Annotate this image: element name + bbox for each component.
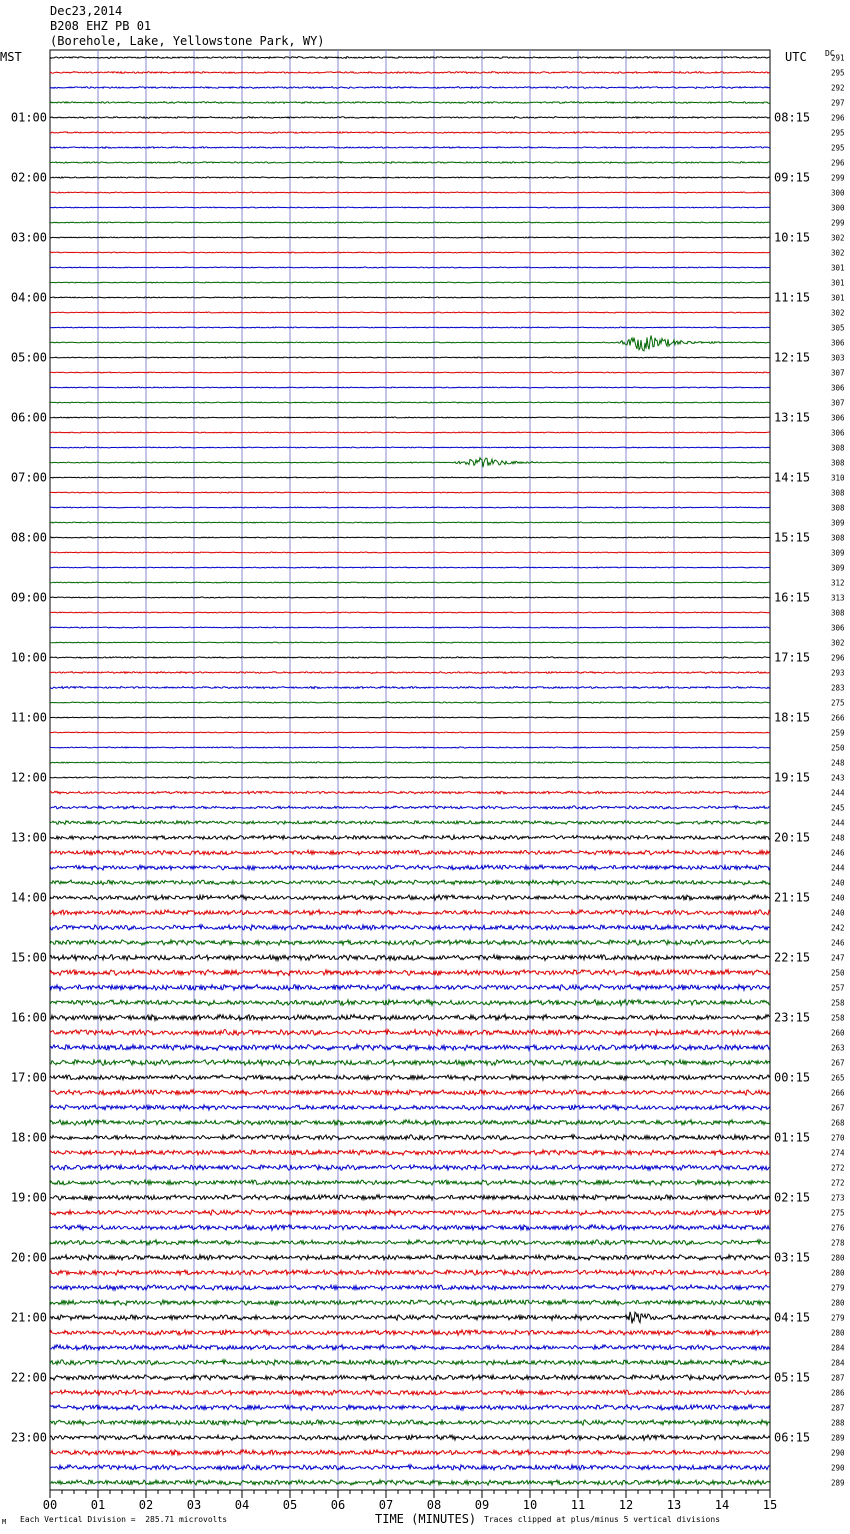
left-hour-label: 03:00: [10, 230, 47, 245]
trace-line: [50, 717, 770, 718]
right-hour-label: 03:15: [774, 1250, 811, 1265]
right-hour-label: 06:15: [774, 1430, 811, 1445]
trace-line: [50, 336, 770, 351]
right-hour-label: 16:15: [774, 590, 811, 605]
left-hour-label: 21:00: [10, 1310, 47, 1325]
dc-offset-label: 299: [831, 218, 845, 228]
trace-line: [50, 1255, 770, 1260]
trace-line: [50, 372, 770, 373]
dc-offset-label: 301: [831, 263, 845, 273]
dc-offset-label: 275: [831, 1208, 845, 1218]
trace-line: [50, 1045, 770, 1051]
right-axis-title: UTC: [785, 50, 807, 64]
plot-frame: [50, 50, 770, 1490]
trace-line: [50, 552, 770, 553]
x-tick-label: 00: [42, 1498, 58, 1512]
x-tick-label: 14: [714, 1498, 730, 1512]
right-hour-label: 22:15: [774, 950, 811, 965]
trace-line: [50, 117, 770, 119]
location-label: (Borehole, Lake, Yellowstone Park, WY): [50, 34, 325, 48]
dc-offset-label: 310: [831, 473, 845, 483]
trace-line: [50, 657, 770, 658]
dc-offset-label: 309: [831, 548, 845, 558]
x-tick-label: 05: [282, 1498, 298, 1512]
trace-line: [50, 402, 770, 403]
dc-offset-label: 292: [831, 83, 845, 93]
trace-line: [50, 1312, 770, 1324]
dc-offset-label: 244: [831, 863, 845, 873]
dc-offset-label: 306: [831, 428, 845, 438]
dc-offset-label: 306: [831, 338, 845, 348]
x-tick-label: 15: [762, 1498, 778, 1512]
right-hour-label: 21:15: [774, 890, 811, 905]
dc-offset-label: 244: [831, 818, 845, 828]
trace-line: [50, 1150, 770, 1155]
dc-offset-label: 267: [831, 1103, 845, 1113]
trace-line: [50, 447, 770, 448]
left-hour-label: 11:00: [10, 710, 47, 725]
trace-line: [50, 162, 770, 164]
left-hour-label: 22:00: [10, 1370, 47, 1385]
x-tick-label: 04: [234, 1498, 250, 1512]
dc-offset-label: 284: [831, 1343, 845, 1353]
trace-line: [50, 207, 770, 208]
trace-line: [50, 1075, 770, 1080]
dc-offset-label: 240: [831, 908, 845, 918]
dc-offset-label: 266: [831, 713, 845, 723]
trace-line: [50, 297, 770, 298]
trace-line: [50, 87, 770, 89]
trace-line: [50, 1000, 770, 1006]
dc-offset-label: 302: [831, 308, 845, 318]
trace-line: [50, 387, 770, 388]
trace-line: [50, 1135, 770, 1141]
dc-offset-label: 280: [831, 1328, 845, 1338]
trace-line: [50, 1225, 770, 1231]
trace-line: [50, 1210, 770, 1215]
dc-offset-label: 272: [831, 1178, 845, 1188]
x-tick-label: 13: [666, 1498, 682, 1512]
trace-line: [50, 672, 770, 674]
dc-offset-label: 248: [831, 833, 845, 843]
right-hour-label: 01:15: [774, 1130, 811, 1145]
right-hour-label: 11:15: [774, 290, 811, 305]
dc-offset-label: 299: [831, 173, 845, 183]
trace-line: [50, 492, 770, 493]
trace-line: [50, 612, 770, 613]
dc-offset-label: 289: [831, 1478, 845, 1488]
dc-axis-title: DC: [825, 49, 835, 58]
trace-line: [50, 132, 770, 134]
dc-offset-label: 290: [831, 1463, 845, 1473]
right-hour-label: 13:15: [774, 410, 811, 425]
trace-line: [50, 702, 770, 703]
trace-line: [50, 1300, 770, 1306]
trace-line: [50, 1480, 770, 1485]
dc-offset-label: 295: [831, 68, 845, 78]
trace-line: [50, 1465, 770, 1471]
x-tick-label: 11: [570, 1498, 586, 1512]
trace-line: [50, 177, 770, 178]
dc-offset-label: 290: [831, 1448, 845, 1458]
dc-offset-label: 291: [831, 53, 845, 63]
trace-line: [50, 865, 770, 870]
trace-line: [50, 925, 770, 930]
dc-offset-label: 267: [831, 1058, 845, 1068]
trace-line: [50, 642, 770, 643]
dc-offset-label: 250: [831, 968, 845, 978]
trace-line: [50, 686, 770, 688]
dc-offset-label: 295: [831, 143, 845, 153]
grid-lines: [50, 50, 770, 1490]
trace-line: [50, 147, 770, 149]
trace-line: [50, 880, 770, 885]
dc-offset-label: 272: [831, 1163, 845, 1173]
trace-group: [50, 57, 770, 1486]
trace-line: [50, 955, 770, 961]
dc-offset-label: 257: [831, 983, 845, 993]
x-axis-title: TIME (MINUTES): [375, 1512, 477, 1526]
trace-line: [50, 1345, 770, 1350]
left-axis-title: MST: [0, 50, 22, 64]
trace-line: [50, 252, 770, 253]
trace-line: [50, 1270, 770, 1275]
dc-offset-label: 305: [831, 323, 845, 333]
dc-offset-label: 306: [831, 623, 845, 633]
dc-offset-label: 246: [831, 848, 845, 858]
trace-line: [50, 1120, 770, 1126]
trace-line: [50, 312, 770, 313]
trace-line: [50, 747, 770, 748]
x-tick-label: 01: [90, 1498, 106, 1512]
trace-line: [50, 732, 770, 733]
left-hour-label: 07:00: [10, 470, 47, 485]
trace-line: [50, 835, 770, 839]
trace-line: [50, 1375, 770, 1380]
dc-offset-label: 308: [831, 533, 845, 543]
x-tick-label: 03: [186, 1498, 202, 1512]
dc-offset-label: 312: [831, 578, 845, 588]
dc-offset-label: 280: [831, 1253, 845, 1263]
dc-offset-label: 250: [831, 743, 845, 753]
dc-offset-label: 306: [831, 383, 845, 393]
trace-line: [50, 192, 770, 193]
trace-line: [50, 1105, 770, 1110]
trace-line: [50, 567, 770, 568]
date-label: Dec23,2014: [50, 4, 123, 18]
dc-offset-label: 247: [831, 953, 845, 963]
dc-offset-label: 243: [831, 773, 845, 783]
right-hour-label: 18:15: [774, 710, 811, 725]
trace-line: [50, 821, 770, 825]
x-tick-label: 08: [426, 1498, 442, 1512]
x-tick-label: 09: [474, 1498, 490, 1512]
trace-line: [50, 102, 770, 104]
dc-offset-label: 296: [831, 158, 845, 168]
dc-offset-label: 240: [831, 878, 845, 888]
right-hour-label: 02:15: [774, 1190, 811, 1205]
left-hour-label: 14:00: [10, 890, 47, 905]
trace-line: [50, 791, 770, 794]
trace-line: [50, 432, 770, 433]
dc-offset-label: 309: [831, 563, 845, 573]
right-hour-label: 12:15: [774, 350, 811, 365]
dc-offset-label: 303: [831, 353, 845, 363]
trace-line: [50, 1195, 770, 1200]
right-hour-label: 08:15: [774, 110, 811, 125]
left-hour-label: 18:00: [10, 1130, 47, 1145]
left-hour-labels: [11, 111, 47, 1445]
right-hour-label: 05:15: [774, 1370, 811, 1385]
left-hour-label: 10:00: [10, 650, 47, 665]
trace-line: [50, 477, 770, 478]
trace-line: [50, 72, 770, 74]
dc-offset-label: 266: [831, 1088, 845, 1098]
trace-line: [50, 237, 770, 238]
dc-offset-label: 270: [831, 1133, 845, 1143]
trace-line: [50, 970, 770, 976]
dc-offset-label: 307: [831, 368, 845, 378]
dc-offset-label: 288: [831, 1418, 845, 1428]
left-hour-label: 13:00: [10, 830, 47, 845]
dc-offset-label: 296: [831, 113, 845, 123]
left-hour-label: 23:00: [10, 1430, 47, 1445]
trace-line: [50, 1450, 770, 1455]
trace-line: [50, 985, 770, 991]
trace-line: [50, 1390, 770, 1395]
trace-line: [50, 522, 770, 523]
left-hour-label: 16:00: [10, 1010, 47, 1025]
dc-offset-label: 258: [831, 1013, 845, 1023]
dc-offset-label: 268: [831, 1118, 845, 1128]
dc-offset-label: 287: [831, 1373, 845, 1383]
dc-offset-label: 289: [831, 1433, 845, 1443]
trace-line: [50, 1060, 770, 1066]
right-hour-label: 15:15: [774, 530, 811, 545]
trace-line: [50, 507, 770, 508]
dc-offset-label: 308: [831, 503, 845, 513]
trace-line: [50, 1090, 770, 1095]
trace-line: [50, 1435, 770, 1440]
trace-line: [50, 1015, 770, 1021]
trace-line: [50, 597, 770, 598]
right-hour-label: 04:15: [774, 1310, 811, 1325]
dc-offset-label: 306: [831, 413, 845, 423]
left-hour-label: 12:00: [10, 770, 47, 785]
trace-line: [50, 806, 770, 809]
dc-offset-label: 300: [831, 203, 845, 213]
dc-offset-label: 302: [831, 233, 845, 243]
dc-offset-label: 245: [831, 803, 845, 813]
left-hour-label: 04:00: [10, 290, 47, 305]
dc-offset-label: 295: [831, 128, 845, 138]
dc-offset-label: 265: [831, 1073, 845, 1083]
dc-offset-label: 258: [831, 998, 845, 1008]
left-hour-label: 06:00: [10, 410, 47, 425]
dc-offset-label: 259: [831, 728, 845, 738]
dc-offset-label: 248: [831, 758, 845, 768]
trace-line: [50, 1030, 770, 1036]
left-hour-label: 09:00: [10, 590, 47, 605]
trace-line: [50, 582, 770, 583]
trace-line: [50, 1180, 770, 1185]
left-hour-label: 20:00: [10, 1250, 47, 1265]
scale-note: Each Vertical Division = 285.71 microvolts: [20, 1515, 228, 1524]
trace-line: [50, 417, 770, 418]
dc-offset-label: 263: [831, 1043, 845, 1053]
dc-offset-label: 287: [831, 1403, 845, 1413]
x-tick-label: 07: [378, 1498, 394, 1512]
dc-offset-label: 309: [831, 518, 845, 528]
dc-offset-label: 274: [831, 1148, 845, 1158]
dc-offset-label: 307: [831, 398, 845, 408]
trace-line: [50, 57, 770, 59]
trace-line: [50, 537, 770, 538]
x-axis: [43, 1490, 777, 1512]
right-hour-label: 10:15: [774, 230, 811, 245]
logo-mark: M: [2, 1518, 7, 1526]
right-hour-label: 14:15: [774, 470, 811, 485]
dc-offset-label: 296: [831, 653, 845, 663]
trace-line: [50, 910, 770, 915]
trace-line: [50, 940, 770, 945]
dc-offset-label: 297: [831, 98, 845, 108]
dc-offset-label: 313: [831, 593, 845, 603]
trace-line: [50, 267, 770, 268]
dc-offset-label: 240: [831, 893, 845, 903]
dc-offset-label: 244: [831, 788, 845, 798]
dc-offset-label: 275: [831, 698, 845, 708]
right-hour-label: 17:15: [774, 650, 811, 665]
dc-offset-label: 284: [831, 1358, 845, 1368]
left-hour-label: 08:00: [10, 530, 47, 545]
right-hour-labels: [774, 111, 810, 1445]
dc-offset-label: 242: [831, 923, 845, 933]
dc-offset-label: 308: [831, 608, 845, 618]
right-hour-label: 23:15: [774, 1010, 811, 1025]
right-hour-label: 19:15: [774, 770, 811, 785]
trace-line: [50, 1405, 770, 1411]
dc-offset-label: 279: [831, 1283, 845, 1293]
dc-offset-label: 283: [831, 683, 845, 693]
right-hour-label: 09:15: [774, 170, 811, 185]
dc-offset-label: 280: [831, 1298, 845, 1308]
trace-line: [50, 282, 770, 283]
trace-line: [50, 762, 770, 763]
x-tick-label: 02: [138, 1498, 154, 1512]
dc-offset-label: 308: [831, 443, 845, 453]
dc-offset-label: 279: [831, 1313, 845, 1323]
trace-line: [50, 357, 770, 358]
dc-offset-label: 280: [831, 1268, 845, 1278]
left-hour-label: 19:00: [10, 1190, 47, 1205]
dc-offset-label: 260: [831, 1028, 845, 1038]
dc-offset-label: 301: [831, 278, 845, 288]
dc-offset-label: 308: [831, 488, 845, 498]
left-hour-label: 17:00: [10, 1070, 47, 1085]
dc-offset-label: 246: [831, 938, 845, 948]
dc-offset-label: 293: [831, 668, 845, 678]
trace-line: [50, 627, 770, 628]
trace-line: [50, 1330, 770, 1335]
trace-line: [50, 1240, 770, 1245]
trace-line: [50, 850, 770, 855]
left-hour-label: 02:00: [10, 170, 47, 185]
dc-offset-label: 273: [831, 1193, 845, 1203]
right-hour-label: 20:15: [774, 830, 811, 845]
dc-offset-label: 276: [831, 1223, 845, 1233]
dc-offset-label: 302: [831, 638, 845, 648]
trace-line: [50, 1165, 770, 1170]
right-hour-label: 00:15: [774, 1070, 811, 1085]
dc-offset-label: 301: [831, 293, 845, 303]
trace-line: [50, 1285, 770, 1290]
dc-offset-label: 308: [831, 458, 845, 468]
clip-note: Traces clipped at plus/minus 5 vertical divisions: [484, 1515, 721, 1524]
trace-line: [50, 458, 770, 468]
dc-offset-label: 286: [831, 1388, 845, 1398]
station-label: B208 EHZ PB 01: [50, 19, 152, 33]
trace-line: [50, 327, 770, 328]
x-tick-label: 10: [522, 1498, 538, 1512]
dc-offset-label: 300: [831, 188, 845, 198]
dc-offset-label: 278: [831, 1238, 845, 1248]
left-hour-label: 15:00: [10, 950, 47, 965]
x-tick-label: 06: [330, 1498, 346, 1512]
trace-line: [50, 777, 770, 779]
trace-line: [50, 1420, 770, 1425]
trace-line: [50, 222, 770, 223]
dc-offset-labels: [831, 54, 845, 1488]
left-hour-label: 05:00: [10, 350, 47, 365]
trace-line: [50, 1360, 770, 1366]
dc-offset-label: 302: [831, 248, 845, 258]
trace-line: [50, 895, 770, 900]
left-hour-label: 01:00: [10, 110, 47, 125]
x-tick-label: 12: [618, 1498, 634, 1512]
